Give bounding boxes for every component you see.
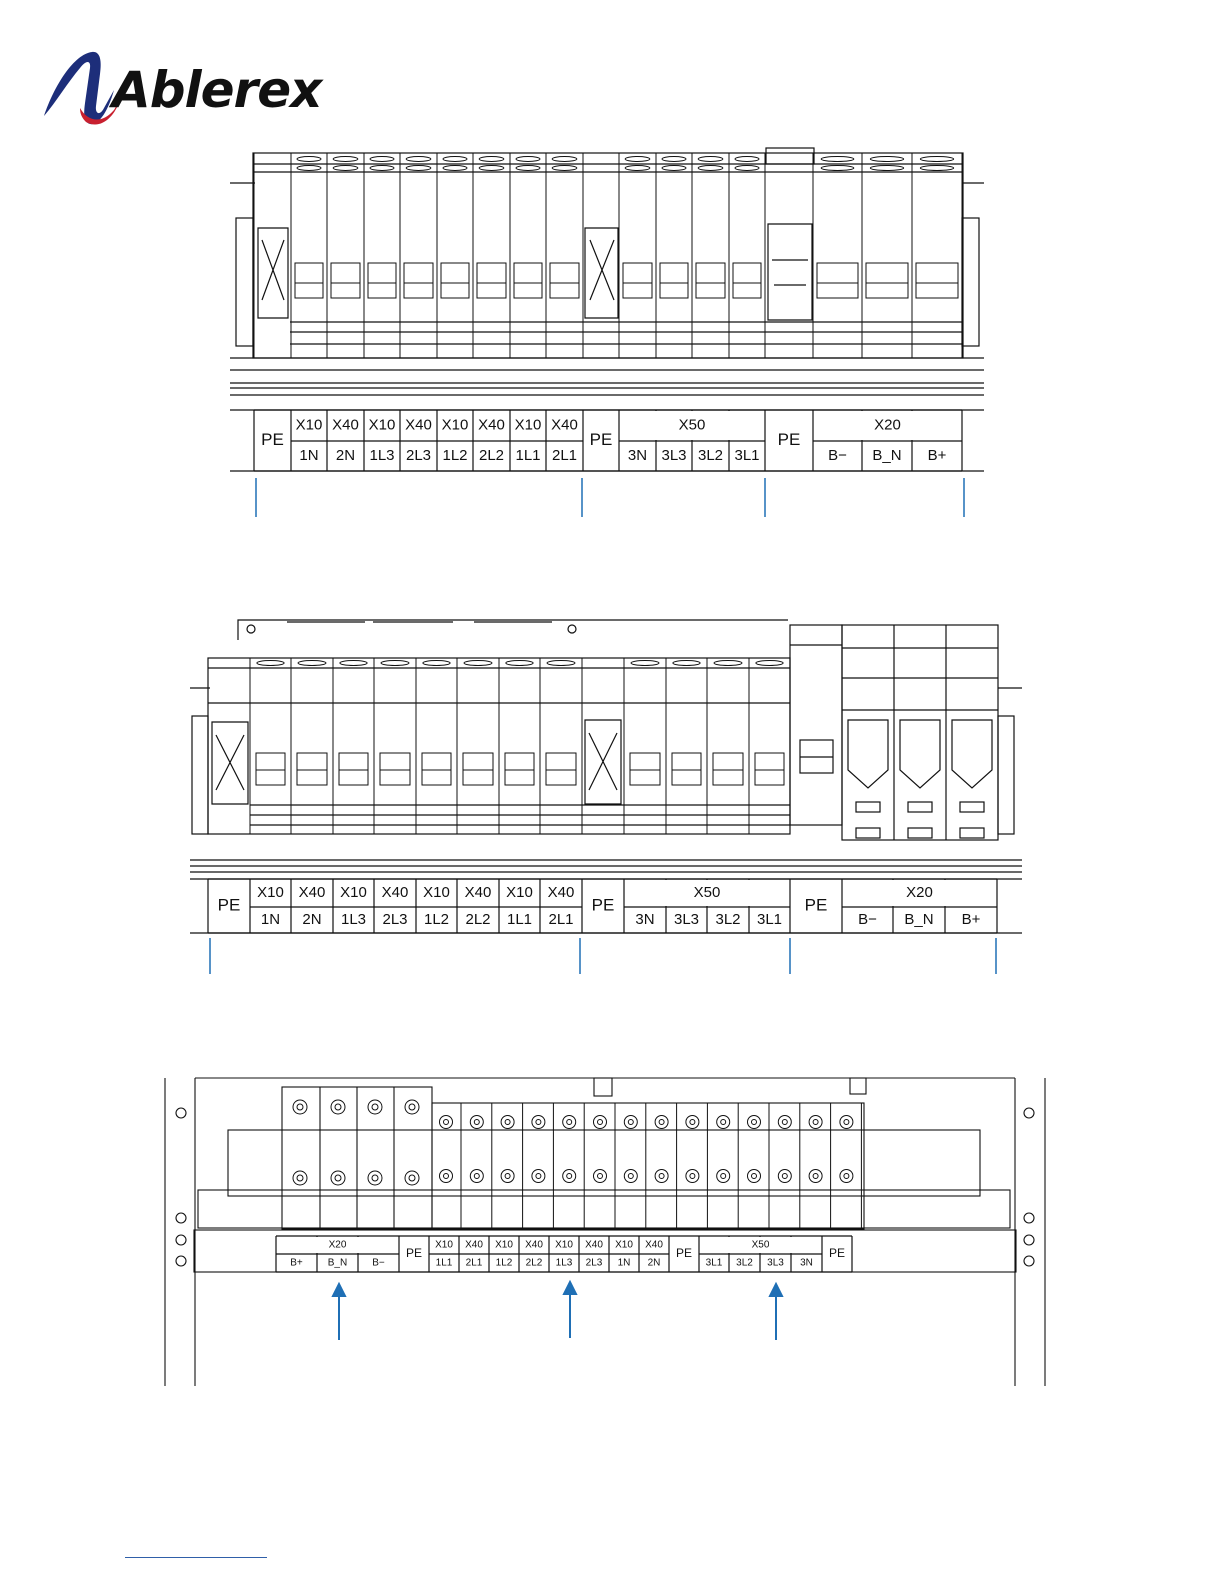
screw: [440, 1116, 453, 1129]
group-label: X50: [678, 416, 706, 434]
screw: [655, 1116, 668, 1129]
group-label: X40: [298, 883, 326, 901]
terminal-window: [660, 263, 688, 298]
terminal-block-diagram-3: [0, 1060, 1224, 1400]
pe-label: PE: [589, 429, 613, 449]
terminal-window: [404, 263, 433, 298]
screw: [655, 1170, 668, 1183]
indicator-lines: [256, 478, 964, 517]
group-label: X10: [615, 1239, 633, 1251]
screw: [331, 1100, 345, 1114]
terminal-label: 2N: [302, 910, 322, 928]
terminal-window: [630, 753, 660, 785]
group-label: X40: [465, 1239, 483, 1251]
terminal-block-diagram-1: [0, 0, 1224, 540]
terminal-block-diagram-2: [0, 600, 1224, 1000]
terminal-label: 2L1: [551, 446, 578, 464]
terminal-label: B−: [828, 446, 847, 464]
group-label: X10: [506, 883, 533, 901]
terminal-label: 1L1: [435, 1257, 453, 1269]
group-label: X50: [693, 883, 721, 901]
pe-label: PE: [405, 1246, 423, 1261]
terminal-label: 3L2: [715, 910, 741, 928]
terminal-label: 3L3: [767, 1257, 784, 1269]
pe-label: PE: [217, 895, 241, 915]
group-label: X20: [906, 883, 933, 901]
screw: [809, 1116, 822, 1129]
terminal-label: 1L3: [340, 910, 367, 928]
group-label: X40: [551, 416, 578, 434]
terminal-label: B+: [927, 446, 947, 464]
screw: [440, 1170, 453, 1183]
brand-name: Ablerex: [112, 61, 322, 119]
screw: [594, 1170, 607, 1183]
terminal-label: 3L3: [661, 446, 687, 464]
terminal-label: 3L3: [673, 910, 700, 928]
screw: [532, 1170, 545, 1183]
group-label: X10: [295, 416, 323, 434]
terminal-label: 1L1: [515, 446, 541, 464]
terminal-label: 3L1: [756, 910, 783, 928]
screw: [840, 1170, 853, 1183]
indicator-arrows: [333, 1282, 782, 1340]
terminal-label: B+: [961, 910, 981, 928]
terminal-block-drawing: [190, 620, 1022, 872]
footer-rule: [125, 1557, 267, 1558]
terminal-label: 3L1: [705, 1257, 723, 1269]
screw: [470, 1116, 483, 1129]
terminal-label: 2L3: [405, 446, 432, 464]
group-label: X40: [585, 1239, 603, 1251]
screw: [686, 1170, 699, 1183]
terminal-label: 2N: [647, 1257, 661, 1269]
screw: [778, 1170, 791, 1183]
terminal-label: 1N: [299, 446, 319, 464]
screw: [293, 1171, 307, 1185]
terminal-label: B−: [372, 1257, 385, 1269]
terminal-window: [331, 263, 360, 298]
screw: [778, 1116, 791, 1129]
terminal-window: [368, 263, 396, 298]
screw: [624, 1170, 637, 1183]
terminal-label: 1L2: [442, 446, 468, 464]
group-label: X10: [257, 883, 284, 901]
terminal-label: 1N: [260, 910, 281, 928]
terminal-window: [623, 263, 652, 298]
terminal-label: 3N: [627, 446, 648, 464]
group-label: X20: [874, 416, 901, 434]
terminal-label: 1L2: [423, 910, 450, 928]
terminal-window: [463, 753, 493, 785]
group-label: X40: [332, 416, 359, 434]
screw: [624, 1116, 637, 1129]
group-label: X10: [514, 416, 542, 434]
screw: [501, 1170, 514, 1183]
terminal-label: 2L3: [585, 1257, 603, 1269]
terminal-label: 2L1: [548, 910, 574, 928]
group-label: X20: [328, 1239, 347, 1251]
screw: [405, 1100, 419, 1114]
terminal-label: 2L2: [478, 446, 505, 464]
group-label: X10: [555, 1239, 573, 1251]
pe-label: PE: [777, 429, 801, 449]
terminal-window: [295, 263, 323, 298]
terminal-window: [713, 753, 743, 785]
terminal-label: 1L1: [506, 910, 533, 928]
terminal-screws: [293, 1100, 861, 1229]
pe-label: PE: [591, 895, 615, 915]
terminal-label: B_N: [327, 1257, 348, 1269]
terminal-label: 2L1: [465, 1257, 483, 1269]
terminal-block-drawing: [230, 148, 984, 395]
terminal-window: [733, 263, 761, 298]
terminal-label: 3N: [800, 1257, 813, 1269]
terminal-label: 2L2: [465, 910, 491, 928]
terminal-window: [817, 263, 858, 298]
cabinet-drawing: [165, 1078, 1045, 1386]
group-label: X40: [381, 883, 409, 901]
terminal-window: [297, 753, 327, 785]
terminal-window: [866, 263, 908, 298]
pe-label: PE: [675, 1246, 693, 1261]
terminal-label: 2N: [335, 446, 356, 464]
screw: [748, 1170, 761, 1183]
screw: [717, 1116, 730, 1129]
terminal-label: 3L2: [697, 446, 724, 464]
group-label: X10: [423, 883, 450, 901]
terminal-window: [477, 263, 506, 298]
terminal-label: 3L1: [734, 446, 760, 464]
terminal-window: [380, 753, 410, 785]
pe-label: PE: [804, 895, 828, 915]
group-label: X50: [751, 1239, 770, 1251]
terminal-window: [422, 753, 451, 785]
terminal-modules: [208, 658, 784, 834]
terminal-window: [514, 263, 542, 298]
terminal-label: 1L2: [495, 1257, 513, 1269]
terminal-label: 2L3: [382, 910, 408, 928]
group-label: X40: [405, 416, 432, 434]
screw: [748, 1116, 761, 1129]
terminal-label: B_N: [904, 910, 934, 928]
terminal-window: [256, 753, 285, 785]
screw: [840, 1116, 853, 1129]
pe-label: PE: [261, 429, 284, 449]
terminal-label: 3N: [635, 910, 655, 928]
screw: [501, 1116, 514, 1129]
group-label: X40: [464, 883, 492, 901]
group-label: X40: [645, 1239, 663, 1251]
screw: [368, 1171, 382, 1185]
terminal-label: 1L3: [555, 1257, 573, 1269]
screw: [405, 1171, 419, 1185]
group-label: X40: [478, 416, 505, 434]
screw: [470, 1170, 483, 1183]
group-label: X10: [495, 1239, 513, 1251]
terminal-window: [672, 753, 701, 785]
terminal-window: [505, 753, 534, 785]
terminal-label: 3L2: [736, 1257, 753, 1269]
screw: [809, 1170, 822, 1183]
screw: [717, 1170, 730, 1183]
terminal-window: [916, 263, 958, 298]
group-label: X10: [368, 416, 396, 434]
terminal-label: 2L2: [525, 1257, 543, 1269]
terminal-window: [755, 753, 784, 785]
terminal-label: B_N: [872, 446, 902, 464]
terminal-label: 1N: [617, 1257, 631, 1269]
group-label: X10: [340, 883, 367, 901]
screw: [293, 1100, 307, 1114]
screw: [331, 1171, 345, 1185]
screw: [368, 1100, 382, 1114]
terminal-window: [339, 753, 368, 785]
screw: [594, 1116, 607, 1129]
terminal-window: [441, 263, 469, 298]
pe-label: PE: [828, 1246, 846, 1261]
screw: [563, 1170, 576, 1183]
terminal-window: [546, 753, 576, 785]
group-label: X10: [435, 1239, 453, 1251]
group-label: X10: [441, 416, 469, 434]
screw: [532, 1116, 545, 1129]
indicator-lines: [210, 938, 996, 974]
screw: [563, 1116, 576, 1129]
screw: [686, 1116, 699, 1129]
terminal-window: [696, 263, 725, 298]
terminal-label: 1L3: [369, 446, 395, 464]
terminal-label: B−: [858, 910, 877, 928]
group-label: X40: [547, 883, 575, 901]
group-label: X40: [525, 1239, 543, 1251]
terminal-window: [550, 263, 579, 298]
terminal-label: B+: [290, 1257, 303, 1269]
